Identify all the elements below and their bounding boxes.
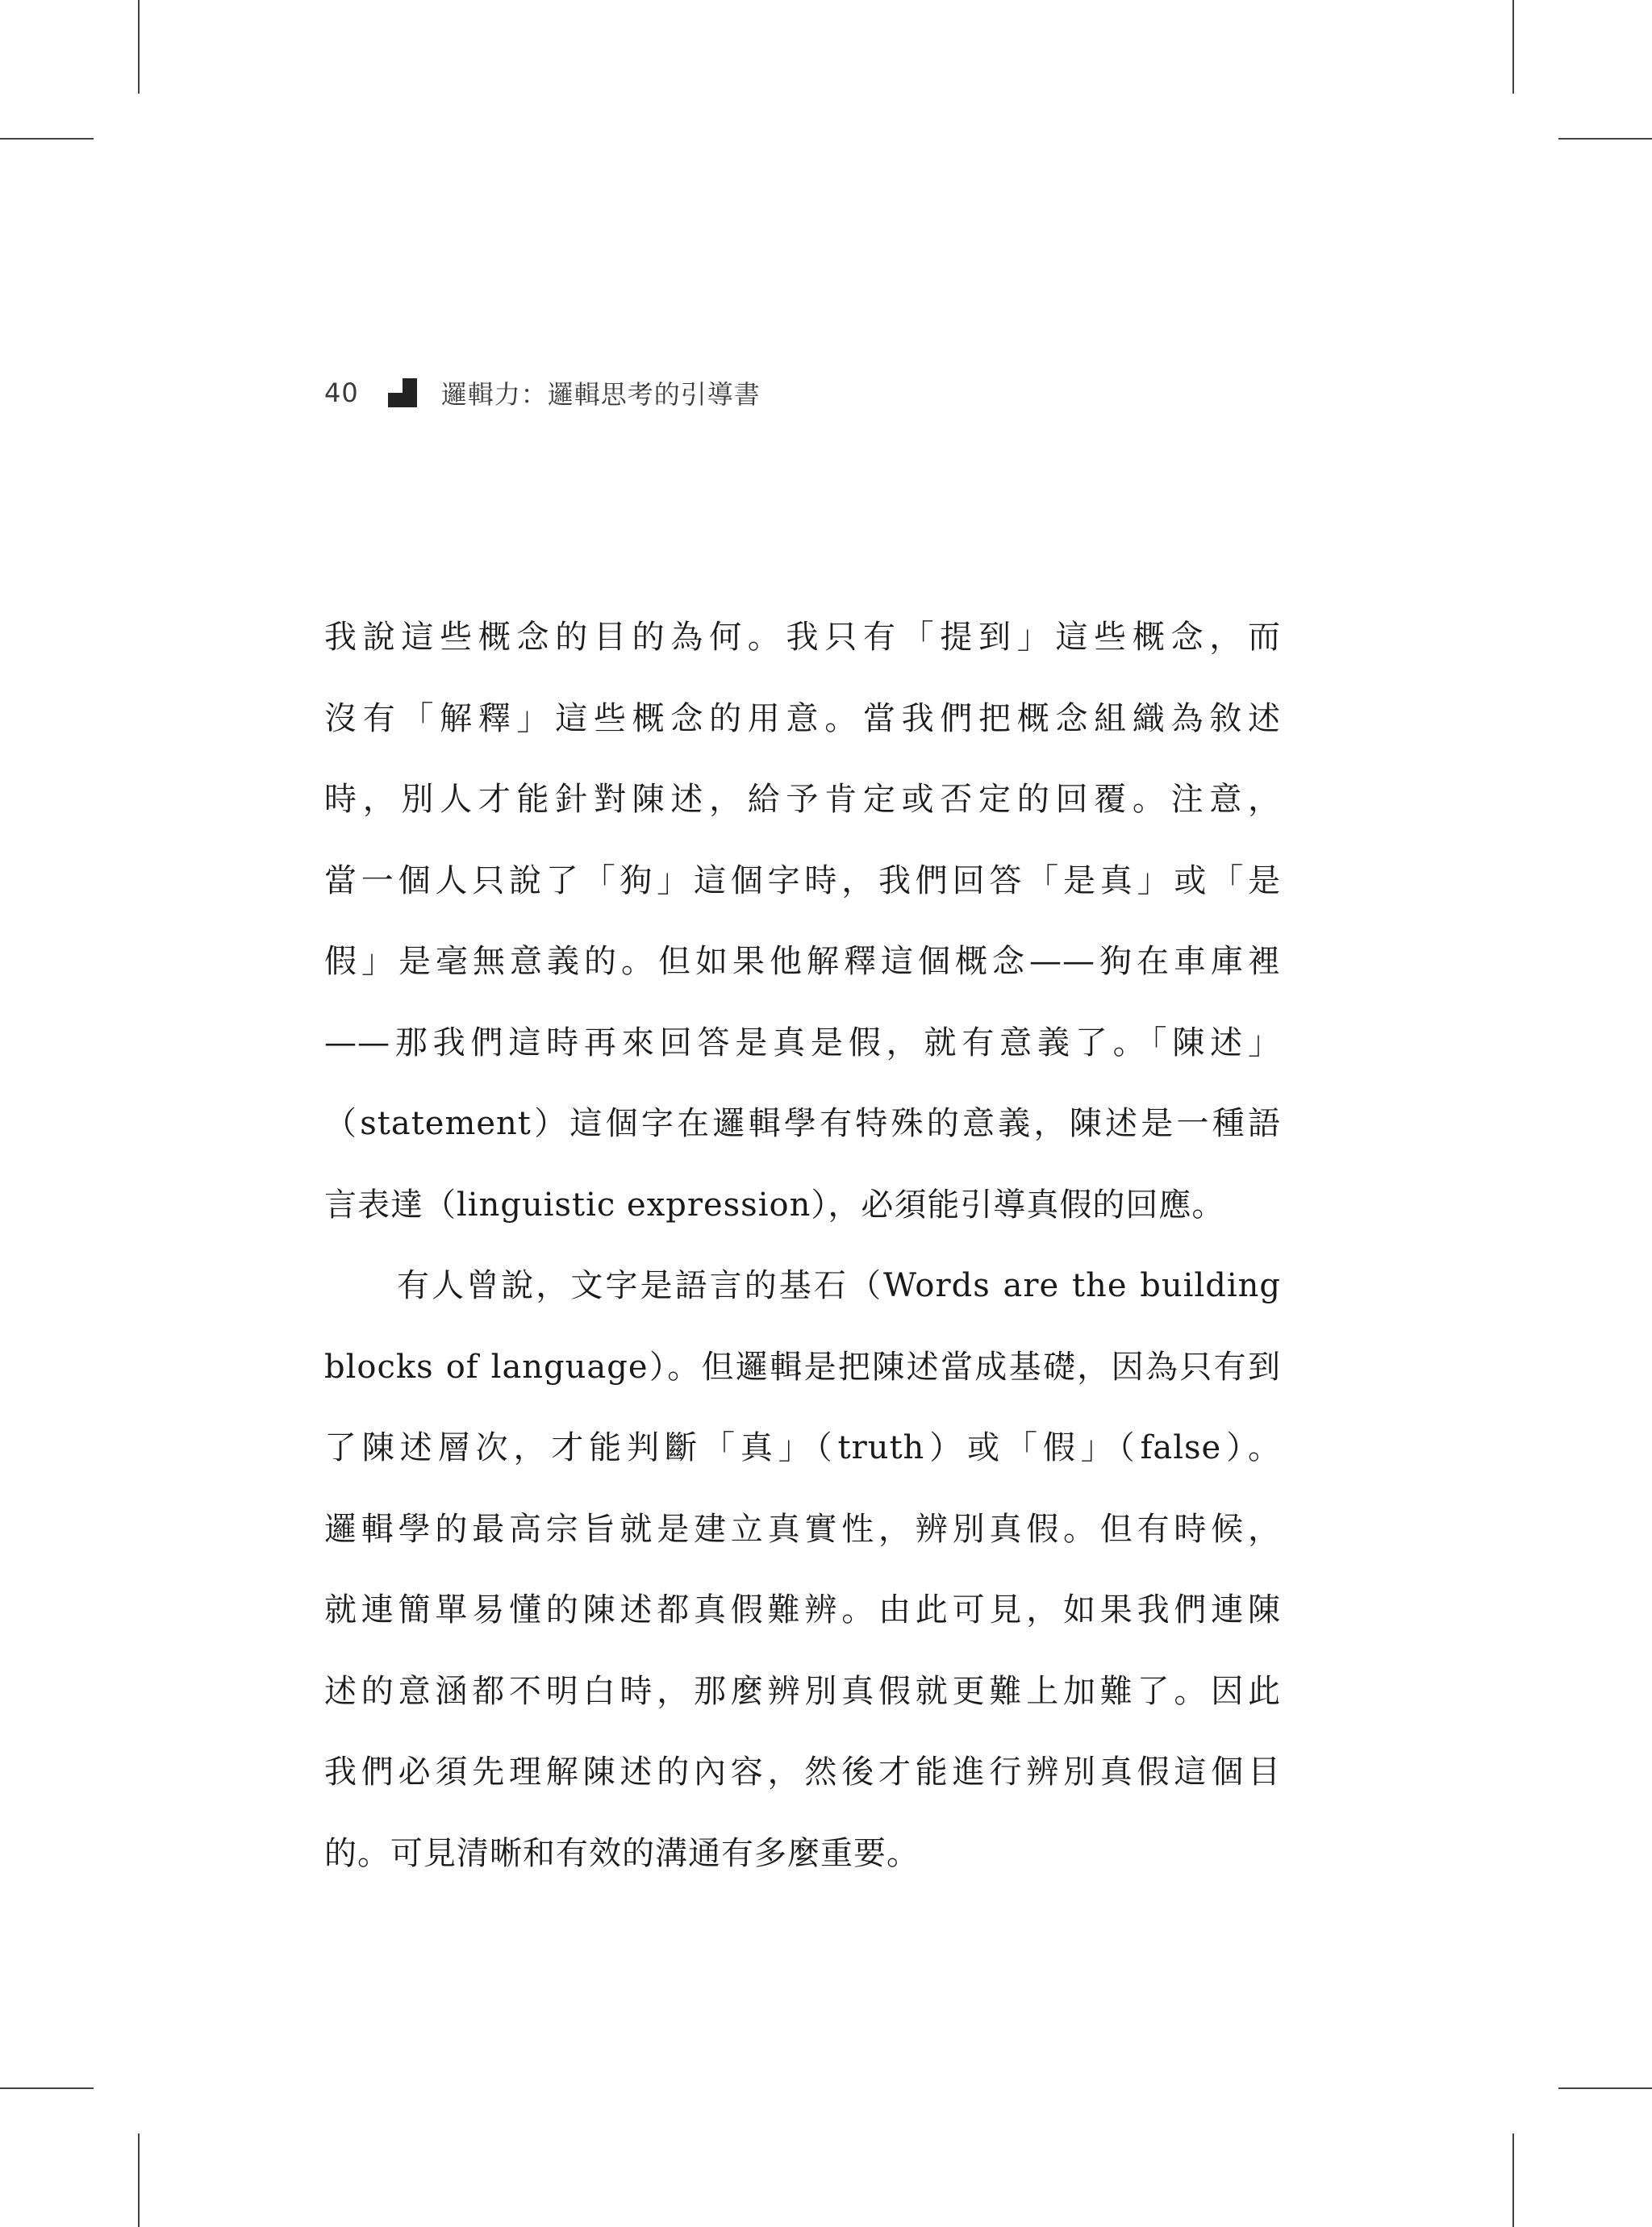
crop-mark-bottom-left-vertical (138, 2133, 140, 2227)
crop-mark-top-left-vertical (138, 0, 140, 94)
text-line: 當一個人只說了「狗」這個字時，我們回答「是真」或「是 (324, 861, 1281, 899)
crop-mark-top-right-vertical (1512, 0, 1514, 94)
paragraph-2 (324, 1245, 1281, 1894)
body-text (324, 597, 1281, 1894)
text-line: 言表達（linguistic expression），必須能引導真假的回應。 (324, 1186, 1225, 1224)
text-line: ——那我們這時再來回答是真是假，就有意義了。「陳述」 (324, 1024, 1281, 1061)
header-block-icon (388, 378, 417, 407)
page-number: 40 (324, 377, 359, 408)
text-line: 我說這些概念的目的為何。我只有「提到」這些概念，而 (324, 619, 1281, 656)
book-title: 邏輯力：邏輯思考的引導書 (440, 379, 761, 410)
crop-mark-top-right-horizontal (1558, 138, 1652, 140)
text-line: 沒有「解釋」這些概念的用意。當我們把概念組織為敘述 (324, 699, 1281, 737)
crop-mark-bottom-left-horizontal (0, 2087, 94, 2089)
crop-mark-bottom-right-horizontal (1558, 2087, 1652, 2089)
paragraph-1 (324, 597, 1281, 1245)
text-line: 邏輯學的最高宗旨就是建立真實性，辨別真假。但有時候， (324, 1510, 1281, 1548)
text-line: 的。可見清晰和有效的溝通有多麼重要。 (324, 1834, 920, 1872)
crop-mark-bottom-right-vertical (1512, 2133, 1514, 2227)
text-line: 就連簡單易懂的陳述都真假難辨。由此可見，如果我們連陳 (324, 1591, 1281, 1629)
running-header (324, 373, 761, 413)
text-line: 有人曾說，文字是語言的基石（Words are the building (397, 1267, 1281, 1304)
text-line: 了陳述層次，才能判斷「真」（truth）或「假」（false）。 (324, 1429, 1281, 1466)
text-line: （statement）這個字在邏輯學有特殊的意義，陳述是一種語 (324, 1105, 1281, 1142)
text-line: 述的意涵都不明白時，那麼辨別真假就更難上加難了。因此 (324, 1672, 1281, 1710)
text-line: 假」是毫無意義的。但如果他解釋這個概念——狗在車庫裡 (324, 943, 1281, 980)
text-line: 我們必須先理解陳述的內容，然後才能進行辨別真假這個目 (324, 1754, 1281, 1791)
crop-mark-top-left-horizontal (0, 138, 94, 140)
text-line: 時，別人才能針對陳述，給予肯定或否定的回覆。注意， (324, 781, 1281, 818)
text-line: blocks of language）。但邏輯是把陳述當成基礎，因為只有到 (324, 1348, 1281, 1386)
